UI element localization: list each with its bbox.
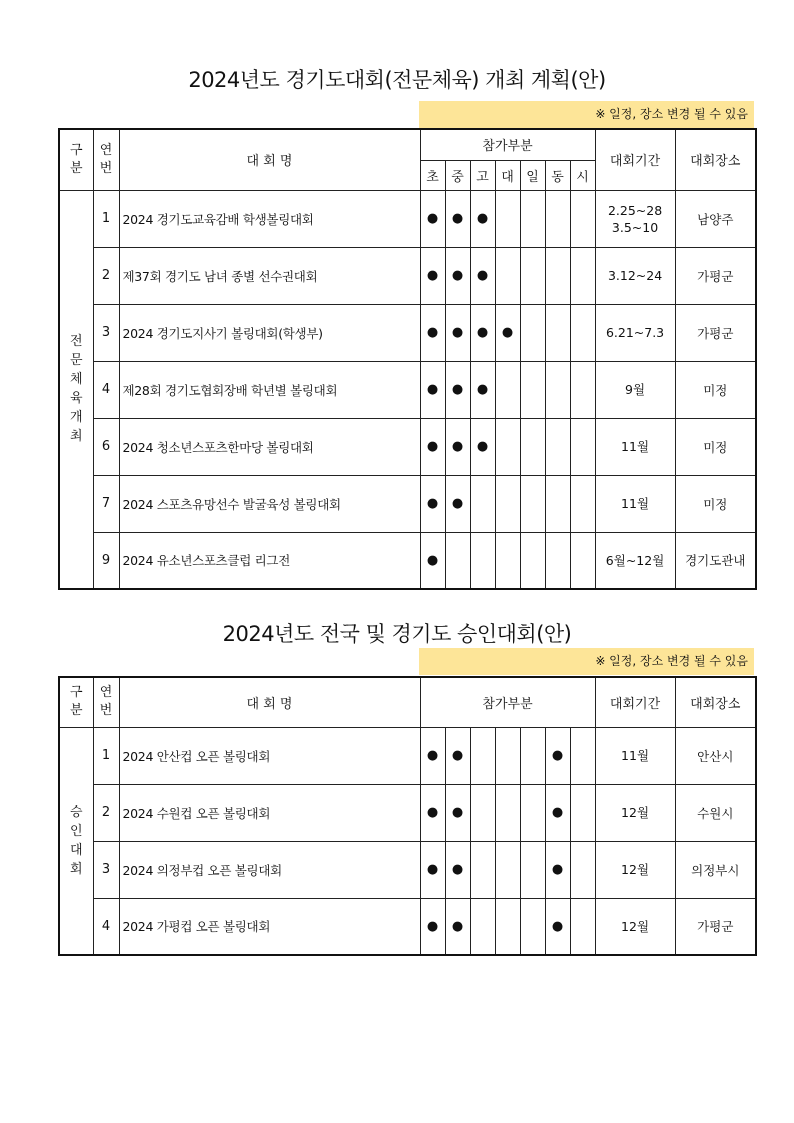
participation-dot: ●	[445, 841, 470, 898]
participation-dot	[520, 532, 545, 589]
participation-dot	[545, 532, 570, 589]
participation-dot	[520, 784, 545, 841]
table-row	[59, 841, 756, 898]
participation-dot	[570, 190, 595, 247]
participation-dot	[570, 304, 595, 361]
participation-dot	[495, 361, 520, 418]
event-name: 2024 경기도교육감배 학생볼링대회	[119, 190, 420, 247]
event-period: 2.25~28 3.5~10	[595, 190, 675, 247]
participation-dot	[570, 532, 595, 589]
participation-dot	[445, 532, 470, 589]
participation-dot	[470, 727, 495, 784]
section1-title: 2024년도 경기도대회(전문체육) 개최 계획(안)	[188, 68, 606, 92]
event-venue: 남양주	[675, 190, 756, 247]
header-period: 대회기간	[595, 129, 675, 190]
participation-dot: ●	[420, 361, 445, 418]
section1-note: ※ 일정, 장소 변경 될 수 있음	[419, 101, 754, 128]
participation-dot: ●	[420, 841, 445, 898]
row-number: 7	[93, 475, 119, 532]
header-level: 초	[420, 160, 445, 190]
header-category: 구 분	[59, 677, 93, 727]
group-label: 승 인 대 회	[59, 727, 93, 955]
participation-dot	[570, 841, 595, 898]
participation-dot	[570, 361, 595, 418]
participation-dot: ●	[545, 784, 570, 841]
participation-dot: ●	[470, 247, 495, 304]
event-period: 6월~12월	[595, 532, 675, 589]
header-participation: 참가부분	[420, 677, 595, 727]
participation-dot	[545, 418, 570, 475]
participation-dot: ●	[470, 304, 495, 361]
participation-dot	[520, 841, 545, 898]
event-period: 6.21~7.3	[595, 304, 675, 361]
table-row	[59, 532, 756, 589]
participation-dot	[470, 898, 495, 955]
table-row	[59, 898, 756, 955]
participation-dot	[570, 784, 595, 841]
participation-dot	[520, 247, 545, 304]
header-name: 대 회 명	[119, 677, 420, 727]
section2-note: ※ 일정, 장소 변경 될 수 있음	[419, 648, 754, 675]
table-row	[59, 418, 756, 475]
participation-dot	[495, 898, 520, 955]
participation-dot: ●	[445, 247, 470, 304]
participation-dot: ●	[545, 727, 570, 784]
row-number: 1	[93, 727, 119, 784]
participation-dot	[545, 304, 570, 361]
participation-dot	[470, 784, 495, 841]
participation-dot: ●	[420, 475, 445, 532]
header-level: 대	[495, 160, 520, 190]
event-name: 2024 수원컵 오픈 볼링대회	[119, 784, 420, 841]
participation-dot	[520, 418, 545, 475]
participation-dot	[495, 247, 520, 304]
table-row	[59, 727, 756, 784]
participation-dot	[520, 475, 545, 532]
participation-dot	[470, 841, 495, 898]
participation-dot	[520, 361, 545, 418]
event-period: 3.12~24	[595, 247, 675, 304]
participation-dot	[570, 475, 595, 532]
event-venue: 안산시	[675, 727, 756, 784]
row-number: 3	[93, 841, 119, 898]
participation-dot	[495, 418, 520, 475]
section1-table	[58, 128, 757, 590]
row-number: 9	[93, 532, 119, 589]
table-row	[59, 784, 756, 841]
participation-dot: ●	[445, 475, 470, 532]
table-row	[59, 475, 756, 532]
event-name: 2024 가평컵 오픈 볼링대회	[119, 898, 420, 955]
event-venue: 미정	[675, 475, 756, 532]
participation-dot: ●	[420, 784, 445, 841]
header-level: 중	[445, 160, 470, 190]
event-name: 2024 안산컵 오픈 볼링대회	[119, 727, 420, 784]
group-label: 전 문 체 육 개 최	[59, 190, 93, 589]
event-period: 11월	[595, 475, 675, 532]
participation-dot	[470, 475, 495, 532]
event-name: 2024 청소년스포츠한마당 볼링대회	[119, 418, 420, 475]
row-number: 1	[93, 190, 119, 247]
participation-dot: ●	[420, 898, 445, 955]
header-level: 일	[520, 160, 545, 190]
participation-dot: ●	[445, 304, 470, 361]
participation-dot: ●	[420, 190, 445, 247]
participation-dot	[520, 304, 545, 361]
participation-dot	[495, 475, 520, 532]
header-venue: 대회장소	[675, 129, 756, 190]
participation-dot: ●	[470, 361, 495, 418]
event-period: 12월	[595, 898, 675, 955]
header-venue: 대회장소	[675, 677, 756, 727]
participation-dot	[470, 532, 495, 589]
header-number: 연 번	[93, 677, 119, 727]
event-venue: 미정	[675, 361, 756, 418]
participation-dot	[520, 898, 545, 955]
participation-dot: ●	[445, 784, 470, 841]
header-period: 대회기간	[595, 677, 675, 727]
participation-dot	[545, 190, 570, 247]
table-row	[59, 190, 756, 247]
event-name: 제37회 경기도 남녀 종별 선수권대회	[119, 247, 420, 304]
participation-dot: ●	[420, 247, 445, 304]
participation-dot: ●	[420, 532, 445, 589]
participation-dot: ●	[470, 418, 495, 475]
event-period: 11월	[595, 727, 675, 784]
participation-dot: ●	[445, 418, 470, 475]
header-level: 동	[545, 160, 570, 190]
participation-dot: ●	[445, 898, 470, 955]
header-category: 구 분	[59, 129, 93, 190]
event-venue: 의정부시	[675, 841, 756, 898]
participation-dot	[570, 898, 595, 955]
participation-dot	[520, 190, 545, 247]
table-row	[59, 247, 756, 304]
table-row	[59, 304, 756, 361]
participation-dot	[495, 190, 520, 247]
header-level: 시	[570, 160, 595, 190]
row-number: 3	[93, 304, 119, 361]
participation-dot: ●	[420, 304, 445, 361]
header-name: 대 회 명	[119, 129, 420, 190]
event-period: 9월	[595, 361, 675, 418]
participation-dot	[545, 247, 570, 304]
participation-dot	[545, 361, 570, 418]
event-name: 2024 의정부컵 오픈 볼링대회	[119, 841, 420, 898]
event-name: 2024 유소년스포츠클럽 리그전	[119, 532, 420, 589]
participation-dot: ●	[495, 304, 520, 361]
participation-dot	[520, 727, 545, 784]
row-number: 4	[93, 361, 119, 418]
event-venue: 가평군	[675, 898, 756, 955]
event-venue: 가평군	[675, 304, 756, 361]
event-period: 12월	[595, 841, 675, 898]
participation-dot	[495, 841, 520, 898]
participation-dot	[495, 784, 520, 841]
participation-dot	[570, 247, 595, 304]
event-venue: 가평군	[675, 247, 756, 304]
row-number: 2	[93, 784, 119, 841]
event-name: 제28회 경기도협회장배 학년별 볼링대회	[119, 361, 420, 418]
header-number: 연 번	[93, 129, 119, 190]
participation-dot: ●	[445, 361, 470, 418]
event-name: 2024 스포츠유망선수 발굴육성 볼링대회	[119, 475, 420, 532]
row-number: 4	[93, 898, 119, 955]
participation-dot	[495, 532, 520, 589]
row-number: 2	[93, 247, 119, 304]
participation-dot	[570, 727, 595, 784]
header-level: 고	[470, 160, 495, 190]
participation-dot	[545, 475, 570, 532]
participation-dot: ●	[445, 727, 470, 784]
event-period: 12월	[595, 784, 675, 841]
participation-dot	[495, 727, 520, 784]
header-participation: 참가부분	[420, 129, 595, 160]
participation-dot: ●	[545, 898, 570, 955]
table-row	[59, 361, 756, 418]
section2-title: 2024년도 전국 및 경기도 승인대회(안)	[222, 622, 572, 646]
event-period: 11월	[595, 418, 675, 475]
event-name: 2024 경기도지사기 볼링대회(학생부)	[119, 304, 420, 361]
participation-dot: ●	[420, 418, 445, 475]
participation-dot: ●	[445, 190, 470, 247]
participation-dot: ●	[470, 190, 495, 247]
event-venue: 미정	[675, 418, 756, 475]
participation-dot	[570, 418, 595, 475]
event-venue: 경기도관내	[675, 532, 756, 589]
event-venue: 수원시	[675, 784, 756, 841]
participation-dot: ●	[420, 727, 445, 784]
row-number: 6	[93, 418, 119, 475]
section2-table	[58, 676, 757, 956]
participation-dot: ●	[545, 841, 570, 898]
